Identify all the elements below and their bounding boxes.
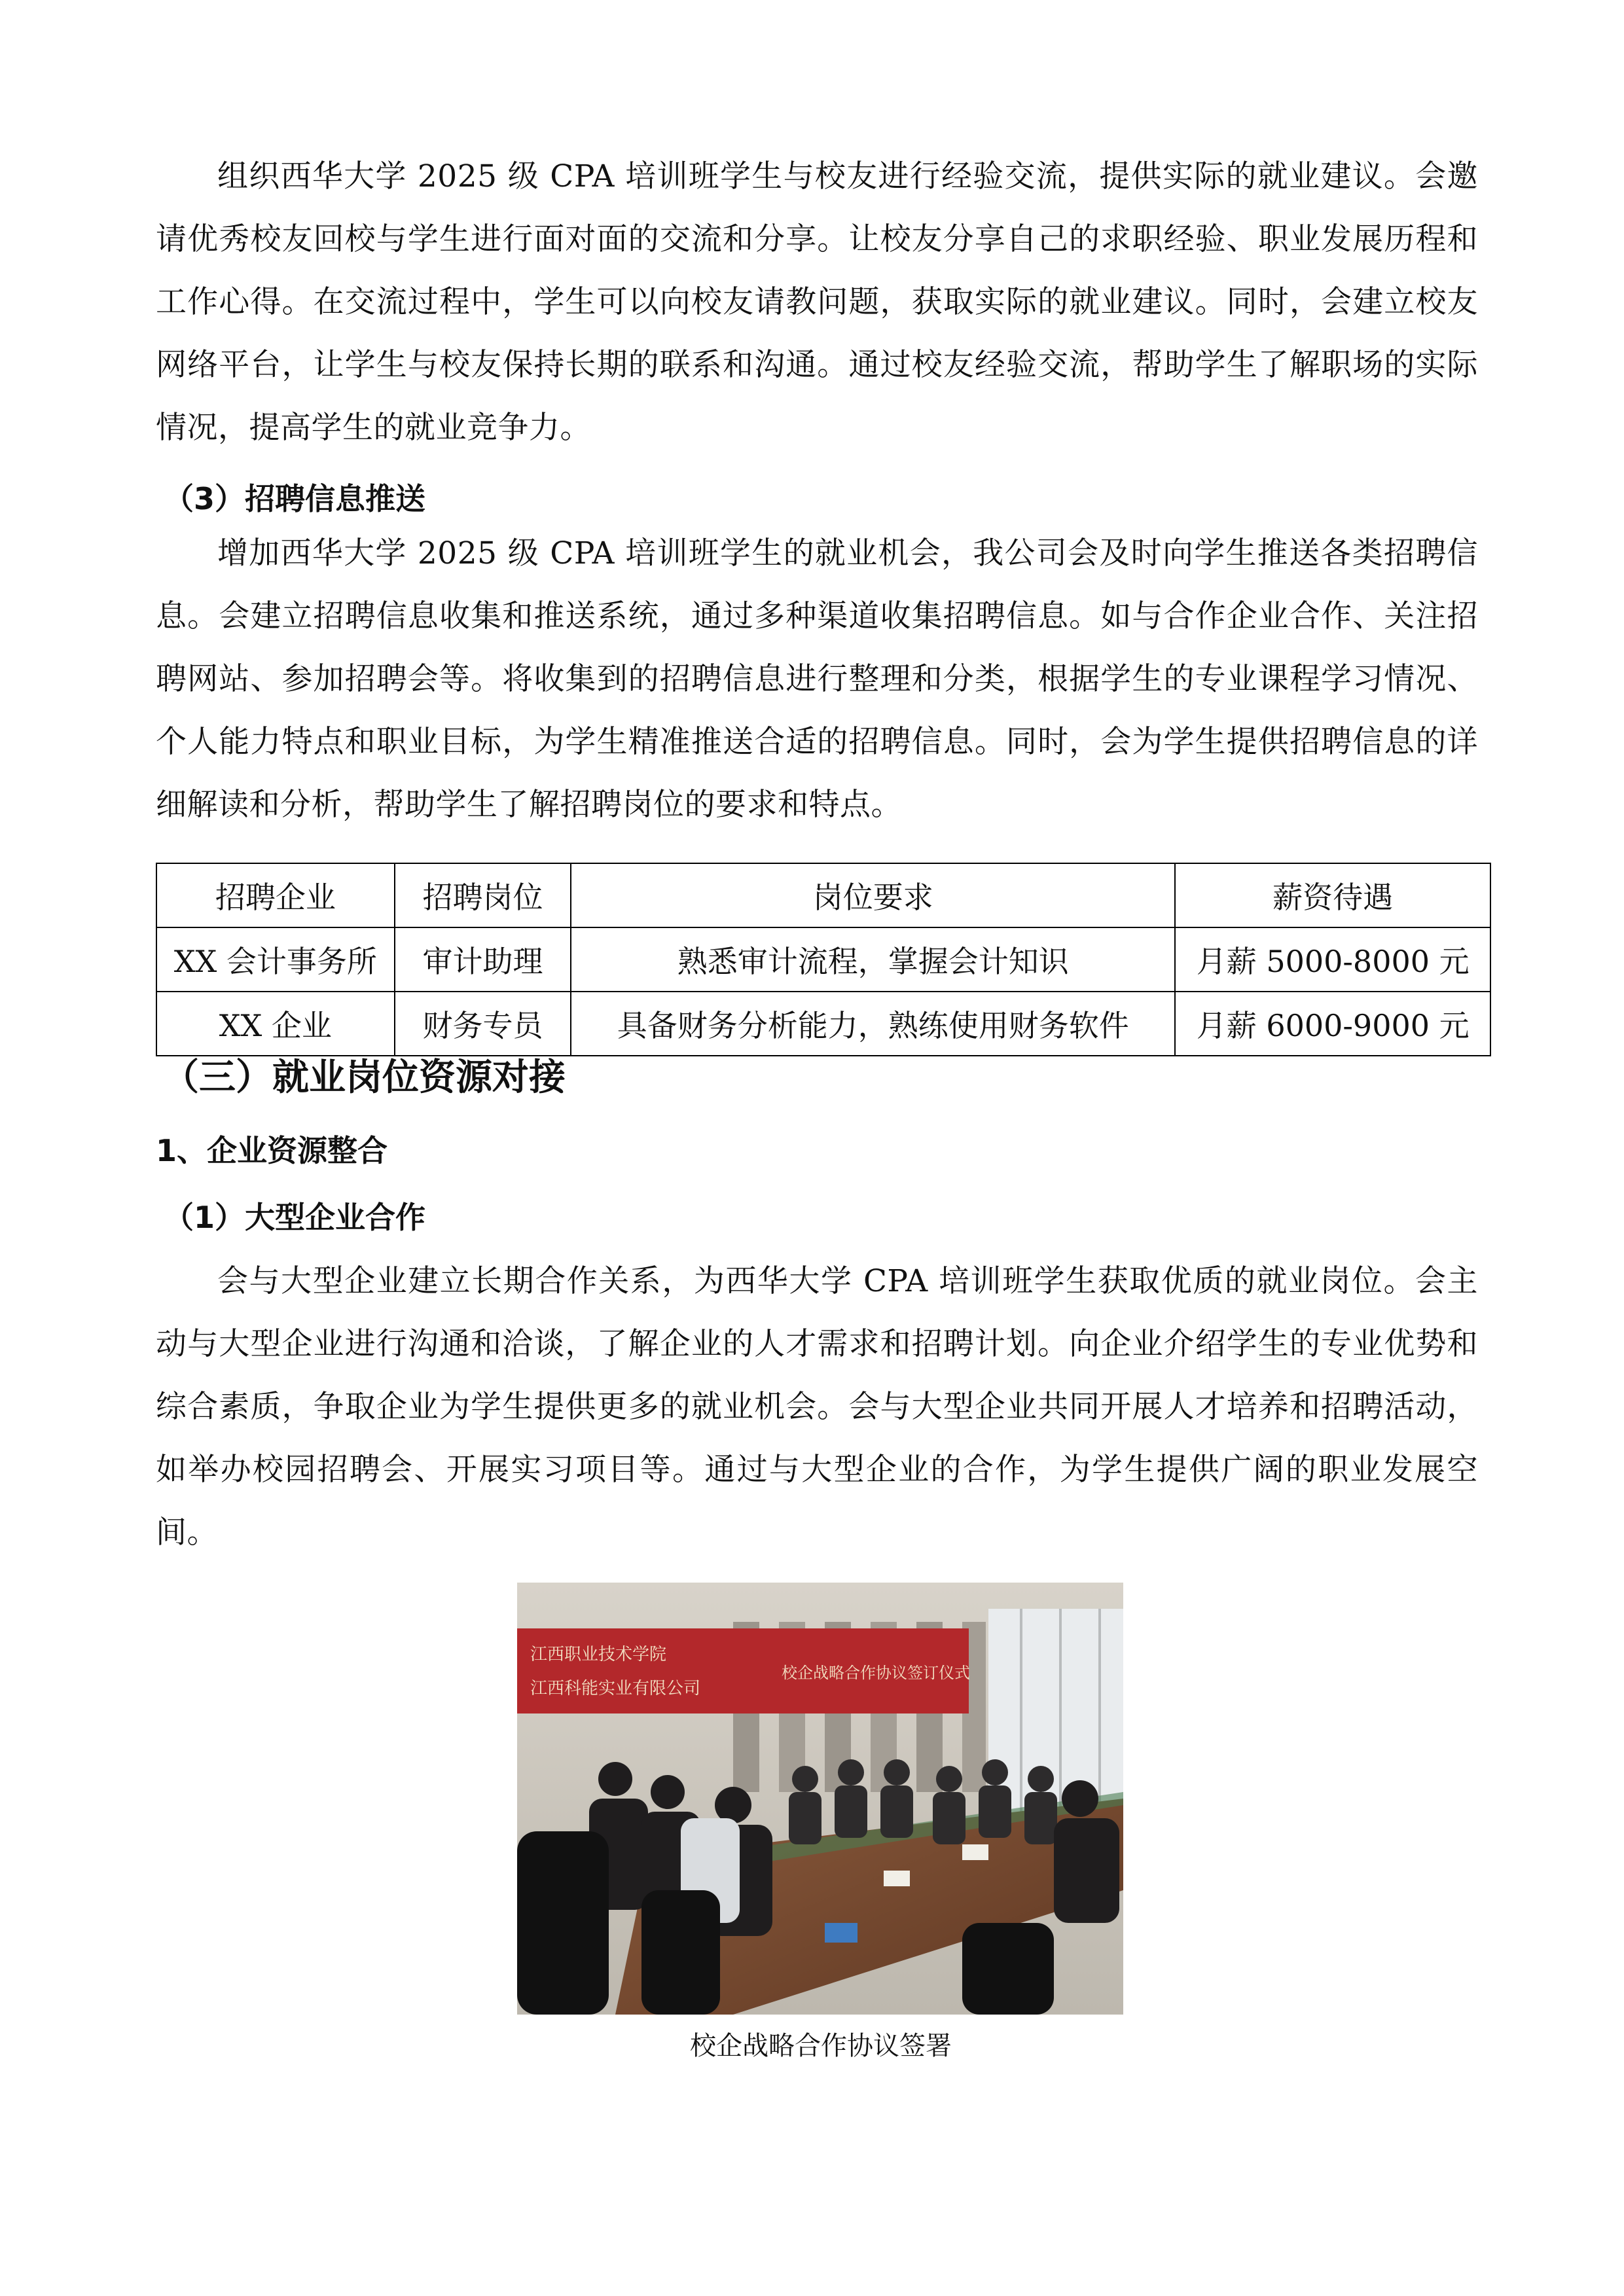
table-header-row xyxy=(156,863,1490,927)
photo-caption: 校企战略合作协议签署 xyxy=(690,2031,952,2061)
cell-requirements: 熟悉审计流程，掌握会计知识 xyxy=(571,927,1175,992)
cell-salary: 月薪 5000-8000 元 xyxy=(1175,927,1490,992)
table-row xyxy=(156,992,1490,1056)
header-position: 招聘岗位 xyxy=(395,863,571,927)
cell-company: XX 企业 xyxy=(156,992,395,1056)
banner-left-line1: 江西职业技术学院 xyxy=(530,1645,667,1664)
cell-company: XX 会计事务所 xyxy=(156,927,395,992)
cell-position: 审计助理 xyxy=(395,927,571,992)
paragraph-enterprise-cooperation: 会与大型企业建立长期合作关系，为西华大学 CPA 培训班学生获取优质的就业岗位。会主动与大型企业进行沟通和洽谈，了解企业的人才需求和招聘计划。向企业介绍学生的专业优势和综合素质，争取企业为学生提供更多的就业机会。会与大型企业共同开展人才培养和招聘活动，如举办校园招聘会、开展实习项目等。通过与大型企业的合作，为学生提供广阔的职业发展空间。 xyxy=(156,1263,1478,1551)
recruitment-table xyxy=(156,863,1491,1056)
signing-ceremony-photo xyxy=(517,1583,1123,2015)
heading-section-three: （三）就业岗位资源对接 xyxy=(162,1056,566,1099)
paragraph-alumni-exchange: 组织西华大学 2025 级 CPA 培训班学生与校友进行经验交流，提供实际的就业建议。会邀请优秀校友回校与学生进行面对面的交流和分享。让校友分享自己的求职经验、职业发展历程和工作心得。在交流过程中，学生可以向校友请教问题，获取实际的就业建议。同时，会建立校友网络平台，让学生与校友保持长期的联系和沟通。通过校友经验交流，帮助学生了解职场的实际情况，提高学生的就业竞争力。 xyxy=(156,158,1478,446)
banner-left-line2: 江西科能实业有限公司 xyxy=(530,1679,701,1698)
heading-large-enterprise: （1）大型企业合作 xyxy=(164,1200,426,1235)
heading-recruit-push: （3）招聘信息推送 xyxy=(164,481,426,516)
cell-position: 财务专员 xyxy=(395,992,571,1056)
header-requirements: 岗位要求 xyxy=(571,863,1175,927)
cell-requirements: 具备财务分析能力，熟练使用财务软件 xyxy=(571,992,1175,1056)
paragraph-recruit-push: 增加西华大学 2025 级 CPA 培训班学生的就业机会，我公司会及时向学生推送各类招聘信息。会建立招聘信息收集和推送系统，通过多种渠道收集招聘信息。如与合作企业合作、关注招聘网站、参加招聘会等。将收集到的招聘信息进行整理和分类，根据学生的专业课程学习情况、个人能力特点和职业目标，为学生精准推送合适的招聘信息。同时，会为学生提供招聘信息的详细解读和分析，帮助学生了解招聘岗位的要求和特点。 xyxy=(156,535,1478,823)
header-company: 招聘企业 xyxy=(156,863,395,927)
heading-resource-integration: 1、企业资源整合 xyxy=(156,1133,388,1168)
header-salary: 薪资待遇 xyxy=(1175,863,1490,927)
banner-right: 校企战略合作协议签订仪式 xyxy=(782,1664,970,1682)
cell-salary: 月薪 6000-9000 元 xyxy=(1175,992,1490,1056)
table-row xyxy=(156,927,1490,992)
